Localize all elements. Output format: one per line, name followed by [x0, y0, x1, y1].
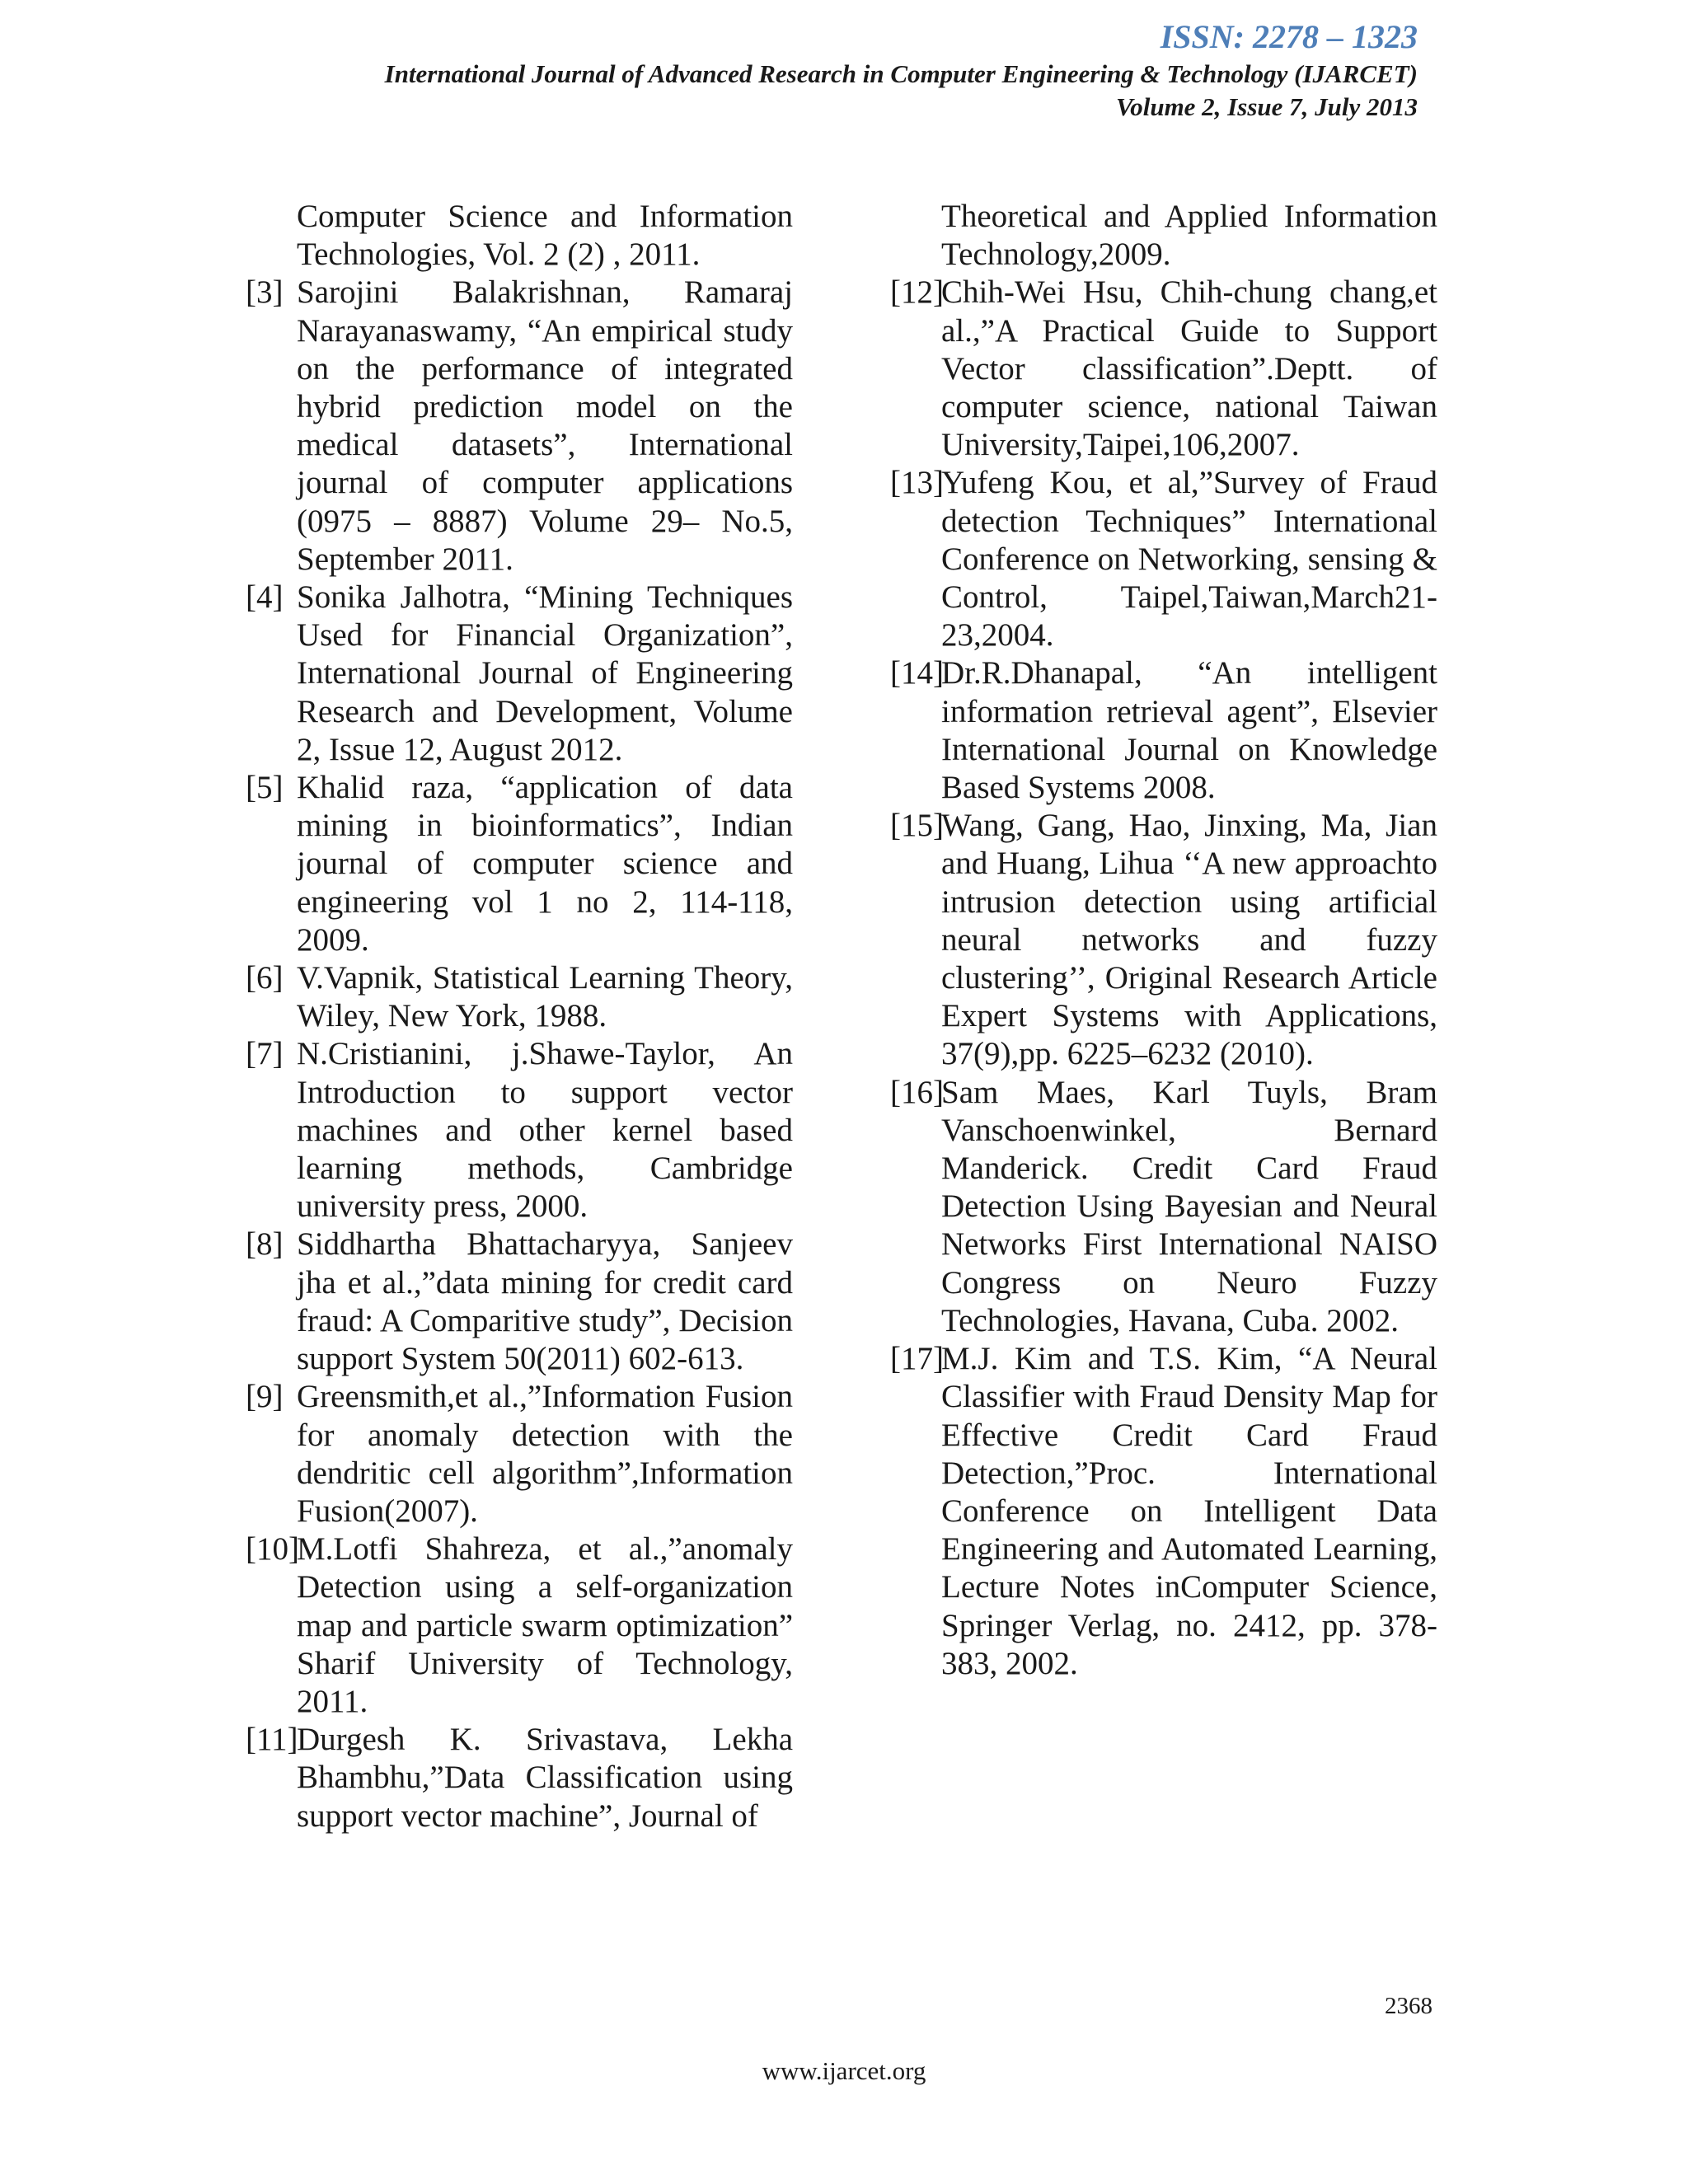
reference-number: [17] — [890, 1341, 944, 1377]
left-column — [246, 198, 793, 1835]
volume-issue: Volume 2, Issue 7, July 2013 — [1115, 92, 1418, 121]
reference-text: Sam Maes, Karl Tuyls, Bram Vanschoenwinkel, Bernard Manderick. Credit Card Fraud Detection Using Bayesian and Neural Networks First International NAISO Congress on Neuro Fuzzy Technologies, Havana, Cuba. 2002. — [941, 1074, 1437, 1338]
reference-text: V.Vapnik, Statistical Learning Theory, Wiley, New York, 1988. — [297, 960, 793, 1034]
journal-header — [385, 16, 1418, 124]
reference-number: [14] — [890, 655, 944, 691]
reference-10 — [246, 1530, 793, 1721]
reference-5 — [246, 769, 793, 959]
right-column — [890, 198, 1437, 1683]
page-number: 2368 — [1385, 1993, 1432, 2019]
reference-text: N.Cristianini, j.Shawe-Taylor, An Introduction to support vector machines and other kernel based learning methods, Cambridge university press, 2000. — [297, 1036, 793, 1225]
reference-number: [9] — [246, 1379, 284, 1415]
reference-number: [16] — [890, 1074, 944, 1110]
reference-continuation: Theoretical and Applied Information Technology,2009. — [941, 199, 1437, 273]
reference-text: M.Lotfi Shahreza, et al.,”anomaly Detection using a self-organization map and particle swarm optimization” Sharif University of Technology, 2011. — [297, 1531, 793, 1719]
reference-text: Sarojini Balakrishnan, Ramaraj Narayanaswamy, “An empirical study on the performance of integrated hybrid prediction model on the medical datasets”, International journal of computer applications (0975 – 8887) Volume 29– No.5, September 2011. — [297, 274, 793, 577]
reference-number: [8] — [246, 1226, 284, 1263]
reference-16 — [890, 1074, 1437, 1340]
reference-number: [13] — [890, 465, 944, 501]
reference-text: Yufeng Kou, et al,”Survey of Fraud detection Techniques” International Conference on Networking, sensing & Control, Taipel,Taiwan,March21-23,2004. — [941, 465, 1437, 654]
reference-number: [7] — [246, 1036, 284, 1072]
reference-13 — [890, 464, 1437, 654]
reference-text: M.J. Kim and T.S. Kim, “A Neural Classifier with Fraud Density Map for Effective Credit Card Fraud Detection,”Proc. International Conference on Intelligent Data Engineering and Automated Learning, Lecture Notes inComputer Science, Springer Verlag, no. 2412, pp. 378-383, 2002. — [941, 1341, 1437, 1681]
footer-url: www.ijarcet.org — [762, 2056, 926, 2085]
reference-text: Wang, Gang, Hao, Jinxing, Ma, Jian and Huang, Lihua ‘‘A new approachto intrusion detection using artificial neural networks and fuzzy clustering’’, Original Research Article Expert Systems with Applications, 37(9),pp. 6225–6232 (2010). — [941, 808, 1437, 1072]
reference-17 — [890, 1340, 1437, 1683]
reference-text: Khalid raza, “application of data mining in bioinformatics”, Indian journal of computer science and engineering vol 1 no 2, 114-118, 2009. — [297, 770, 793, 958]
reference-12 — [890, 274, 1437, 464]
reference-number: [12] — [890, 274, 944, 311]
reference-number: [4] — [246, 579, 284, 616]
reference-text: Dr.R.Dhanapal, “An intelligent information retrieval agent”, Elsevier International Journal on Knowledge Based Systems 2008. — [941, 655, 1437, 806]
reference-continuation: Computer Science and Information Technologies, Vol. 2 (2) , 2011. — [297, 199, 793, 273]
reference-number: [15] — [890, 808, 944, 844]
reference-14 — [890, 654, 1437, 807]
reference-number: [10] — [246, 1531, 299, 1568]
reference-3 — [246, 274, 793, 579]
reference-6 — [246, 959, 793, 1035]
reference-number: [11] — [246, 1722, 298, 1758]
reference-number: [3] — [246, 274, 284, 311]
reference-text: Sonika Jalhotra, “Mining Techniques Used for Financial Organization”, International Journal of Engineering Research and Development, Volume 2, Issue 12, August 2012. — [297, 579, 793, 767]
reference-4 — [246, 579, 793, 769]
reference-number: [6] — [246, 960, 284, 996]
reference-text: Chih-Wei Hsu, Chih-chung chang,et al.,”A Practical Guide to Support Vector classification”.Deptt. of computer science, national Taiwan University,Taipei,106,2007. — [941, 274, 1437, 463]
reference-15 — [890, 807, 1437, 1073]
reference-7 — [246, 1035, 793, 1226]
reference-8 — [246, 1226, 793, 1378]
reference-9 — [246, 1378, 793, 1530]
reference-number: [5] — [246, 770, 284, 806]
issn: ISSN: 2278 – 1323 — [1160, 18, 1418, 55]
reference-11 — [246, 1721, 793, 1835]
reference-text: Durgesh K. Srivastava, Lekha Bhambhu,”Data Classification using support vector machine”, Journal of — [297, 1722, 793, 1834]
reference-text: Siddhartha Bhattacharyya, Sanjeev jha et al.,”data mining for credit card fraud: A Comparitive study”, Decision support System 50(2011) 602-613. — [297, 1226, 793, 1377]
reference-text: Greensmith,et al.,”Information Fusion for anomaly detection with the dendritic cell algorithm”,Information Fusion(2007). — [297, 1379, 793, 1529]
journal-title: International Journal of Advanced Research in Computer Engineering & Technology (IJARCET) — [384, 59, 1418, 88]
